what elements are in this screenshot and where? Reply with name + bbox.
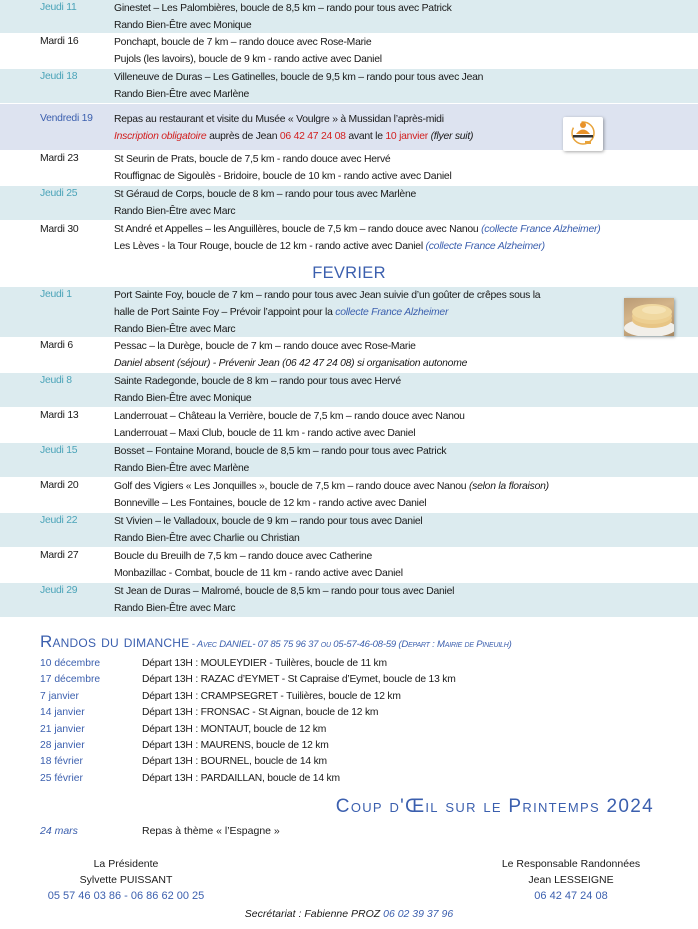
activity-line: Rando Bien-Être avec Marc [114,603,236,614]
section-title: Randos du dimanche [40,632,190,651]
secretariat [0,908,698,920]
activity-line: Pujols (les lavoirs), boucle de 9 km - rando active avec Daniel [114,54,382,65]
day-label: Mardi 27 [40,550,79,561]
activity-line: Boucle du Breuilh de 7,5 km – rando douce avec Catherine [114,551,373,562]
responsible-signature [496,856,646,904]
list-item [40,704,456,720]
president-role: La Présidente [93,858,159,870]
day-label: Jeudi 29 [40,585,78,596]
activity-line: Bosset – Fontaine Morand, boucle de 8,5 km – rando pour tous avec Patrick [114,446,447,457]
list-item [40,655,456,671]
activity-line: Ponchapt, boucle de 7 km – rando douce avec Rose-Marie [114,37,372,48]
sunday-hikes-list [40,655,456,786]
schedule-row [0,151,698,186]
list-item [40,770,456,786]
inscription-label: Inscription obligatoire [114,131,207,142]
schedule-row [0,221,698,257]
hike-date: 10 décembre [40,658,101,669]
day-label: Mardi 30 [40,224,79,235]
text: St André et Appelles – les Anguillères, boucle de 7,5 km – rando douce avec Nanou [114,224,482,235]
activity-line: Rouffignac de Sigoulès - Bridoire, boucle de 10 km - rando active avec Daniel [114,171,452,182]
schedule-row [0,408,698,443]
president-signature [40,856,212,904]
list-item [40,721,456,737]
hike-text: Départ 13H : PARDAILLAN, boucle de 14 km [142,772,340,784]
activity-line: Rando Bien-Être avec Marc [114,324,236,335]
responsible-phone: 06 42 47 24 08 [534,890,608,902]
hike-text: Départ 13H : MAURENS, boucle de 12 km [142,739,329,751]
restaurant-icon [563,117,603,151]
responsible-name: Jean LESSEIGNE [528,874,614,886]
activity-line: Rando Bien-Être avec Marlène [114,89,250,100]
day-label: Jeudi 15 [40,445,78,456]
activity-line: Rando Bien-Être avec Marlène [114,463,250,474]
hike-date: 28 janvier [40,739,85,751]
activity-line [114,305,698,322]
schedule-row [0,0,698,34]
hike-date: 14 janvier [40,707,85,719]
text: Les Lèves - la Tour Rouge, boucle de 12 km - rando active avec Daniel [114,241,426,252]
day-label: Mardi 20 [40,480,79,491]
activity-line: Monbazillac - Combat, boucle de 11 km - rando active avec Daniel [114,568,403,579]
hike-text: Départ 13H : MONTAUT, boucle de 12 km [142,723,327,735]
secretariat-label: Secrétariat : Fabienne PROZ [244,908,384,920]
flyer-note: (flyer suit) [427,131,474,142]
spring-heading: Coup d'Œil sur le Printemps 2024 [335,796,654,817]
day-label: Mardi 16 [40,36,79,47]
secretariat-phone: 06 02 39 37 96 [383,908,454,920]
activity-line: Ginestet – Les Palombières, boucle de 8,5 km – rando pour tous avec Patrick [114,3,452,14]
schedule-row [0,548,698,583]
month-heading-fevrier: FEVRIER [312,264,386,282]
activity-line: St Géraud de Corps, boucle de 8 km – rando pour tous avec Marlène [114,189,416,200]
schedule-row [0,513,698,548]
schedule-row [0,583,698,618]
schedule-row [0,373,698,408]
day-label: Jeudi 18 [40,71,78,82]
activity-line: Repas au restaurant et visite du Musée « Voulgre » à Mussidan l’après-midi [114,114,444,125]
hike-date: 25 février [40,772,83,784]
hike-text: Départ 13H : RAZAC d’EYMET - St Capraise d’Eymet, boucle de 13 km [142,674,456,686]
deadline-date: 10 janvier [385,131,428,142]
alzheimer-note: collecte France Alzheimer [335,307,449,318]
activity-line: Rando Bien-Être avec Monique [114,20,252,31]
spring-item [40,825,280,837]
hike-text: Départ 13H : FRONSAC - St Aignan, boucle de 12 km [142,707,379,719]
absence-note: Daniel absent (séjour) - Prévenir Jean (06 42 47 24 08) si organisation autonome [114,358,468,369]
phone-number: 06 42 47 24 08 [279,131,346,142]
day-label: Mardi 6 [40,340,73,351]
text: avant le [345,131,386,142]
schedule-row [0,69,698,104]
list-item [40,688,456,704]
alzheimer-note: (collecte France Alzheimer) [425,241,545,252]
day-label: Mardi 23 [40,153,79,164]
schedule-row [0,478,698,513]
day-label: Jeudi 8 [40,375,72,386]
activity-line: Villeneuve de Duras – Les Gatinelles, boucle de 9,5 km – rando pour tous avec Jean [114,72,484,83]
activity-line: Landerrouat – Château la Verrière, boucle de 7,5 km – rando douce avec Nanou [114,411,465,422]
section-subtitle: - Avec DANIEL- 07 85 75 96 37 ou 05-57-46-08-59 (Depart : Mairie de Pineuilh) [189,639,512,650]
hike-date: 17 décembre [40,674,101,686]
list-item [40,671,456,687]
day-label: Jeudi 25 [40,188,78,199]
activity-line: Rando Bien-Être avec Monique [114,393,252,404]
activity-line: St Vivien – le Valladoux, boucle de 9 km – rando pour tous avec Daniel [114,516,423,527]
hike-text: Départ 13H : CRAMPSEGRET - Tuilières, boucle de 12 km [142,690,401,702]
spring-date: 24 mars [40,825,78,837]
schedule-row [0,443,698,478]
hike-text: Départ 13H : MOULEYDIER - Tuilères, boucle de 11 km [142,658,387,669]
activity-line: Sainte Radegonde, boucle de 8 km – rando pour tous avec Hervé [114,376,401,387]
activity-line: Bonneville – Les Fontaines, boucle de 12 km - rando active avec Daniel [114,498,427,509]
day-label: Vendredi 19 [40,113,93,124]
text: halle de Port Sainte Foy – Prévoir l’appoint pour la [114,307,336,318]
hike-date: 7 janvier [40,690,79,702]
schedule-row [0,34,698,69]
schedule-row [0,186,698,221]
schedule-row [0,338,698,373]
hike-text: Départ 13H : BOURNEL, boucle de 14 km [142,756,327,768]
activity-line: Rando Bien-Être avec Marc [114,206,236,217]
list-item [40,753,456,769]
activity-line [114,479,698,496]
activity-line: Rando Bien-Être avec Charlie ou Christian [114,533,300,544]
activity-line: Port Sainte Foy, boucle de 7 km – rando pour tous avec Jean suivie d’un goûter de crêpes sous la [114,290,541,301]
crepes-icon [624,298,674,336]
alzheimer-note: (collecte France Alzheimer) [481,224,601,235]
activity-line: Landerrouat – Maxi Club, boucle de 11 km - rando active avec Daniel [114,428,416,439]
floraison-note: (selon la floraison) [468,481,549,492]
president-phone: 05 57 46 03 86 - 06 86 62 00 25 [47,890,205,902]
day-label: Jeudi 1 [40,289,72,300]
fevrier-schedule [0,287,698,618]
responsible-role: Le Responsable Randonnées [501,858,641,870]
activity-line [114,239,698,256]
day-label: Jeudi 11 [40,2,77,13]
activity-line [114,129,698,146]
schedule-row [0,287,698,338]
list-item [40,737,456,753]
day-label: Mardi 13 [40,410,79,421]
activity-line [114,222,698,239]
activity-line: St Seurin de Prats, boucle de 7,5 km - rando douce avec Hervé [114,154,391,165]
day-label: Jeudi 22 [40,515,78,526]
spring-text: Repas à thème « l’Espagne » [142,825,280,837]
sunday-hikes-heading [40,632,512,652]
president-name: Sylvette PUISSANT [79,874,173,886]
text: Golf des Vigiers « Les Jonquilles », boucle de 7,5 km – rando douce avec Nanou [114,481,469,492]
hike-date: 21 janvier [40,723,85,735]
hike-date: 18 février [40,756,83,768]
activity-line: St Jean de Duras – Malromé, boucle de 8,5 km – rando pour tous avec Daniel [114,586,455,597]
text: auprès de Jean [206,131,280,142]
activity-line: Pessac – la Durège, boucle de 7 km – rando douce avec Rose-Marie [114,341,416,352]
